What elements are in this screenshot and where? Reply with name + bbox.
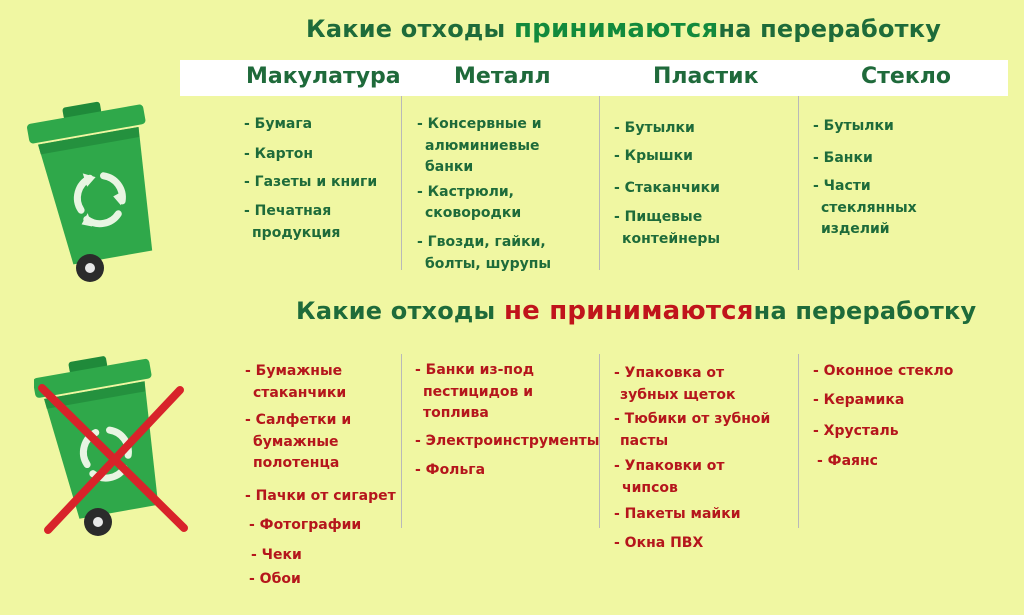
- rejected-title-prefix: Какие отходы: [296, 297, 504, 325]
- list-item: - Газеты и книги: [244, 174, 378, 190]
- list-item: - Бутылки: [813, 118, 894, 134]
- list-item: зубных щеток: [620, 387, 736, 403]
- list-item: - Части: [813, 178, 871, 194]
- category-plastic: Пластик: [653, 64, 759, 89]
- list-item: изделий: [821, 221, 890, 237]
- list-item: - Банки из-под: [415, 362, 535, 378]
- list-item: - Хрусталь: [813, 423, 899, 439]
- list-item: пасты: [620, 433, 669, 449]
- rejected-title: [296, 296, 976, 326]
- list-item: - Кастрюли,: [417, 184, 515, 200]
- accepted-title-prefix: Какие отходы: [306, 15, 514, 43]
- accepted-title-suffix: на переработку: [718, 15, 942, 43]
- rejected-title-suffix: на переработку: [753, 297, 977, 325]
- list-item: полотенца: [253, 455, 340, 471]
- list-item: - Консервные и: [417, 116, 542, 132]
- list-item: - Чеки: [251, 547, 302, 563]
- list-item: - Крышки: [614, 148, 693, 164]
- divider: [599, 96, 600, 270]
- list-item: - Тюбики от зубной: [614, 411, 771, 427]
- divider: [798, 96, 799, 270]
- list-item: - Пачки от сигарет: [245, 488, 396, 504]
- list-item: - Упаковки от: [614, 458, 725, 474]
- list-item: - Бумага: [244, 116, 313, 132]
- list-item: пестицидов и: [423, 384, 534, 400]
- list-item: чипсов: [622, 480, 678, 496]
- accepted-title-highlight: принимаются: [513, 14, 719, 44]
- divider: [401, 96, 402, 270]
- list-item: - Салфетки и: [245, 412, 352, 428]
- list-item: стеклянных: [821, 200, 917, 216]
- list-item: - Гвозди, гайки,: [417, 234, 546, 250]
- list-item: сковородки: [425, 205, 522, 221]
- list-item: топлива: [423, 405, 489, 421]
- divider: [401, 354, 402, 528]
- list-item: - Оконное стекло: [813, 363, 954, 379]
- list-item: - Обои: [249, 571, 301, 587]
- list-item: - Печатная: [244, 203, 332, 219]
- list-item: стаканчики: [253, 385, 347, 401]
- list-item: - Окна ПВХ: [614, 535, 704, 551]
- category-glass: Стекло: [861, 64, 951, 89]
- recycle-bin-icon: [26, 96, 182, 288]
- list-item: - Картон: [244, 146, 314, 162]
- list-item: - Фаянс: [817, 453, 878, 469]
- list-item: банки: [425, 159, 474, 175]
- list-item: продукция: [252, 225, 341, 241]
- list-item: контейнеры: [622, 231, 721, 247]
- list-item: - Стаканчики: [614, 180, 720, 196]
- list-item: - Пищевые: [614, 209, 703, 225]
- list-item: - Пакеты майки: [614, 506, 741, 522]
- crossed-recycle-bin-icon: [34, 350, 194, 546]
- list-item: - Керамика: [813, 392, 905, 408]
- list-item: - Упаковка от: [614, 365, 725, 381]
- list-item: бумажные: [253, 434, 339, 450]
- list-item: болты, шурупы: [425, 256, 552, 272]
- list-item: - Бумажные: [245, 363, 343, 379]
- list-item: - Фольга: [415, 462, 486, 478]
- rejected-title-highlight: не принимаются: [503, 296, 754, 326]
- list-item: - Электроинструменты: [415, 433, 600, 449]
- category-metal: Металл: [454, 64, 551, 89]
- divider: [798, 354, 799, 528]
- list-item: - Банки: [813, 150, 873, 166]
- list-item: - Бутылки: [614, 120, 695, 136]
- list-item: алюминиевые: [425, 138, 540, 154]
- accepted-title: [306, 14, 941, 44]
- category-paper: Макулатура: [246, 64, 401, 89]
- list-item: - Фотографии: [249, 517, 362, 533]
